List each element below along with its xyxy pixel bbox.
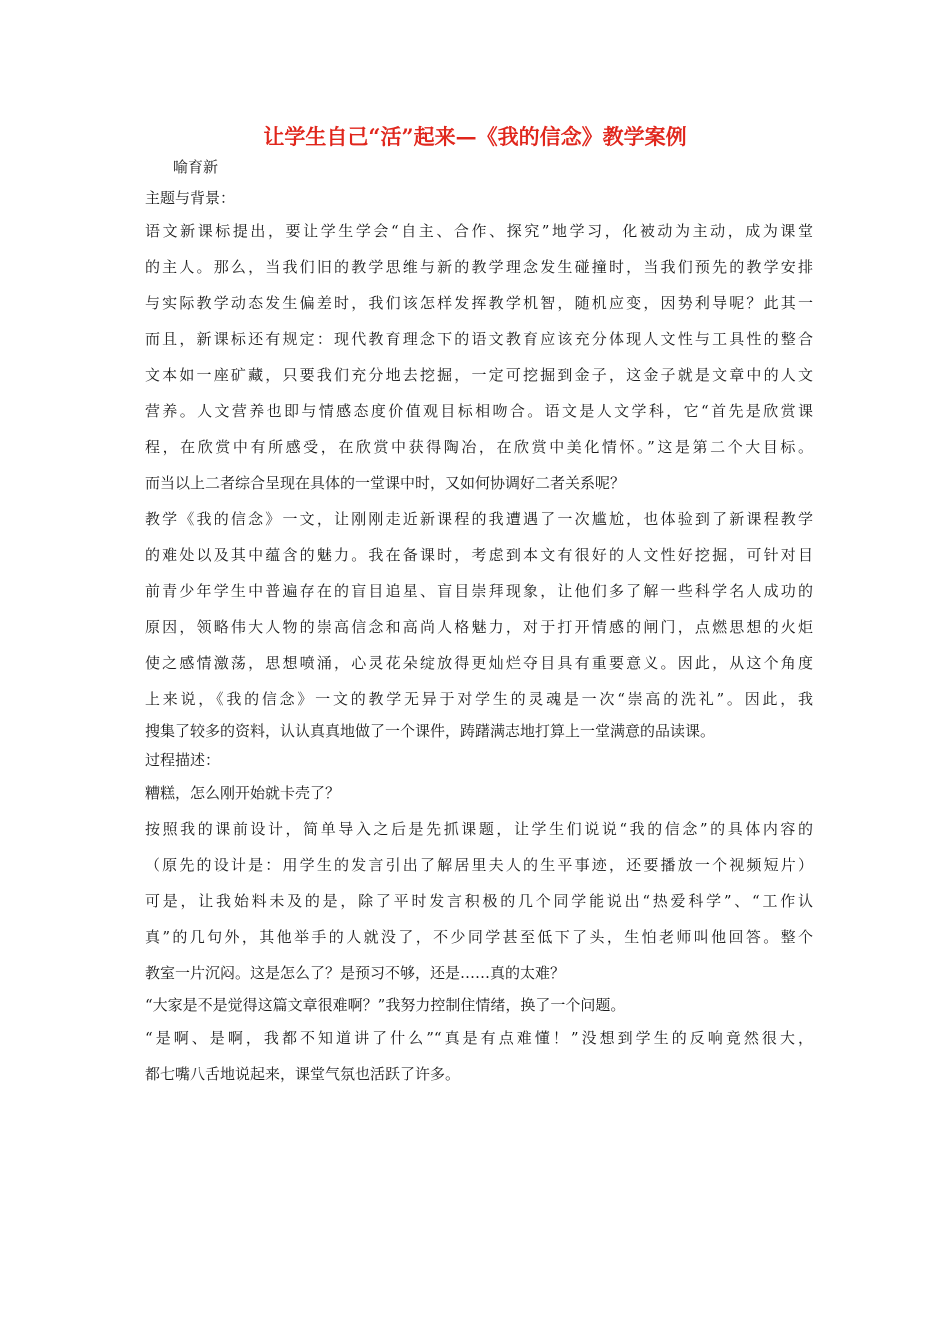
paragraph-line: 而且，新课标还有规定：现代教育理念下的语文教育应该充分体现人文性与工具性的整合 <box>145 330 813 348</box>
paragraph-line: 前青少年学生中普遍存在的盲目追星、盲目崇拜现象，让他们多了解一些科学名人成功的 <box>145 582 813 600</box>
paragraph-line: 可是，让我始料未及的是，除了平时发言积极的几个同学能说出“热爱科学”、“工作认 <box>145 892 813 910</box>
paragraph-line: 搜集了较多的资料，认认真真地做了一个课件，踌躇满志地打算上一堂满意的品读课。 <box>145 722 716 740</box>
document-title: 让学生自己“活”起来—《我的信念》教学案例 <box>263 124 687 149</box>
paragraph-line: 与实际教学动态发生偏差时，我们该怎样发挥教学机智，随机应变，因势利导呢？此其一 <box>145 294 813 312</box>
section-heading-theme: 主题与背景： <box>145 189 236 207</box>
paragraph-line: 按照我的课前设计，简单导入之后是先抓课题，让学生们说说“我的信念”的具体内容的 <box>145 820 813 838</box>
paragraph-line: （原先的设计是：用学生的发言引出了解居里夫人的生平事迹，还要播放一个视频短片） <box>145 856 813 874</box>
paragraph-line: 而当以上二者综合呈现在具体的一堂课中时，又如何协调好二者关系呢？ <box>145 474 626 492</box>
paragraph-line: “是啊、是啊，我都不知道讲了什么”“真是有点难懂！”没想到学生的反响竟然很大， <box>145 1029 813 1047</box>
paragraph-line: 营养。人文营养也即与情感态度价值观目标相吻合。语文是人文学科，它“首先是欣赏课 <box>145 402 813 420</box>
paragraph-line: 使之感情激荡，思想喷涌，心灵花朵绽放得更灿烂夺目具有重要意义。因此，从这个角度 <box>145 654 813 672</box>
paragraph-line: 的主人。那么，当我们旧的教学思维与新的教学理念发生碰撞时，当我们预先的教学安排 <box>145 258 813 276</box>
paragraph-line: 文本如一座矿藏，只要我们充分地去挖掘，一定可挖掘到金子，这金子就是文章中的人文 <box>145 366 813 384</box>
section-heading-process: 过程描述： <box>145 751 221 769</box>
paragraph-line: 糟糕，怎么刚开始就卡壳了？ <box>145 784 341 802</box>
paragraph-line: 语文新课标提出，要让学生学会“自主、合作、探究”地学习，化被动为主动，成为课堂 <box>145 222 813 240</box>
paragraph-line: 教室一片沉闷。这是怎么了？是预习不够，还是……真的太难？ <box>145 964 566 982</box>
document-body <box>145 184 813 1092</box>
document-author: 喻育新 <box>173 158 219 176</box>
paragraph-line: 真”的几句外，其他举手的人就没了，不少同学甚至低下了头，生怕老师叫他回答。整个 <box>145 928 813 946</box>
paragraph-line: 教学《我的信念》一文，让刚刚走近新课程的我遭遇了一次尴尬，也体验到了新课程教学 <box>145 510 813 528</box>
paragraph-line: “大家是不是觉得这篇文章很难啊？”我努力控制住情绪，换了一个问题。 <box>145 996 626 1014</box>
paragraph-line: 原因，领略伟大人物的崇高信念和高尚人格魅力，对于打开情感的闸门，点燃思想的火炬 <box>145 618 813 636</box>
paragraph-line: 程，在欣赏中有所感受，在欣赏中获得陶冶，在欣赏中美化情怀。”这是第二个大目标。 <box>145 438 813 456</box>
paragraph-line: 都七嘴八舌地说起来，课堂气氛也活跃了许多。 <box>145 1065 461 1083</box>
paragraph-line: 上来说，《我的信念》一文的教学无异于对学生的灵魂是一次“崇高的洗礼”。因此，我 <box>145 690 813 708</box>
paragraph-line: 的难处以及其中蕴含的魅力。我在备课时，考虑到本文有很好的人文性好挖掘，可针对目 <box>145 546 813 564</box>
